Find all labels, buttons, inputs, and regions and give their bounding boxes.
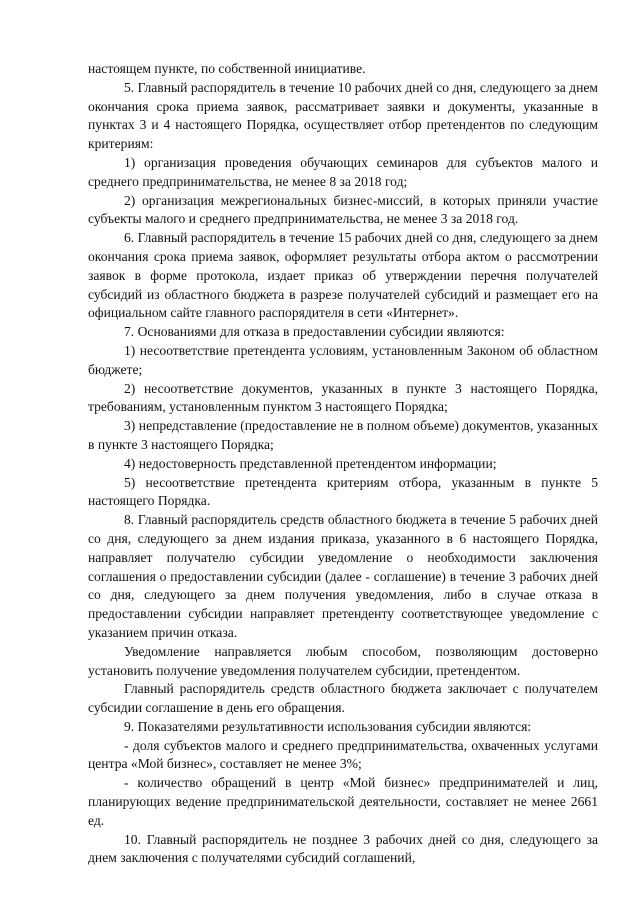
paragraph-item-7: 7. Основаниями для отказа в предоставлении субсидии являются: xyxy=(124,324,505,340)
paragraph-agreement: Главный распорядитель средств областного бюджета заключает с получателем субсидии соглашение в день его обращения. xyxy=(88,681,598,716)
criterion-2: 2) организация межрегиональных бизнес-миссий, в которых приняли участие субъекты малого и среднего предпринимательства, не менее 3 за 2018 год. xyxy=(88,192,598,227)
paragraph-item-6: 6. Главный распорядитель в течение 15 рабочих дней со дня, следующего за днем окончания срока приема заявок, оформляет результаты отбора актом о рассмотрении заявок в форме протокола, издает приказ об утверждении перечня получателей субсидий из областного бюджета в разрезе получателей субсидий и размещает его на официальном сайте главного распорядителя в сети «Интернет». xyxy=(88,230,598,321)
paragraph-item-8: 8. Главный распорядитель средств областного бюджета в течение 5 рабочих дней со дня, следующего за днем издания приказа, указанного в 6 настоящего Порядка, направляет получателю субсидии уведомление о необходимости заключения соглашения о предоставлении субсидии (далее - соглашение) в течение 3 рабочих дней со дня, следующего за днем получения уведомления, либо в случае отказа в предоставлении субсидии направляет претенденту соответствующее уведомление с указанием причин отказа. xyxy=(88,512,598,640)
criterion-1: 1) организация проведения обучающих семинаров для субъектов малого и среднего предпринимательства, не менее 8 за 2018 год; xyxy=(88,154,598,189)
paragraph-item-10: 10. Главный распорядитель не позднее 3 рабочих дней со дня, следующего за днем заключения с получателями субсидий соглашений, xyxy=(88,831,598,866)
indicator-1: - доля субъектов малого и среднего предпринимательства, охваченных услугами центра «Мой бизнес», составляет не менее 3%; xyxy=(88,737,598,772)
paragraph-notification: Уведомление направляется любым способом, позволяющим достоверно установить получение уведомления получателем субсидии, претендентом. xyxy=(88,643,598,678)
refusal-ground-4: 4) недостоверность представленной претендентом информации; xyxy=(124,455,497,471)
refusal-ground-1: 1) несоответствие претендента условиям, установленным Законом об областном бюджете; xyxy=(88,342,598,377)
refusal-ground-2: 2) несоответствие документов, указанных в пункте 3 настоящего Порядка, требованиям, установленным пунктом 3 настоящего Порядка; xyxy=(88,380,598,415)
paragraph-item-9: 9. Показателями результативности использования субсидии являются: xyxy=(124,718,532,734)
paragraph-continuation: настоящем пункте, по собственной инициативе. xyxy=(88,61,366,76)
paragraph-item-5: 5. Главный распорядитель в течение 10 рабочих дней со дня, следующего за днем окончания срока приема заявок, рассматривает заявки и документы, указанные в пунктах 3 и 4 настоящего Порядка, осуществляет отбор претендентов по следующим критериям: xyxy=(88,79,598,152)
indicator-2: - количество обращений в центр «Мой бизнес» предпринимателей и лиц, планирующих ведение предпринимательской деятельности, составляет не менее 2661 ед. xyxy=(88,775,598,828)
document-page xyxy=(88,60,598,868)
refusal-ground-5: 5) несоответствие претендента критериям отбора, указанным в пункте 5 настоящего Порядка. xyxy=(88,474,598,509)
refusal-ground-3: 3) непредставление (предоставление не в полном объеме) документов, указанных в пункте 3 настоящего Порядка; xyxy=(88,418,598,452)
